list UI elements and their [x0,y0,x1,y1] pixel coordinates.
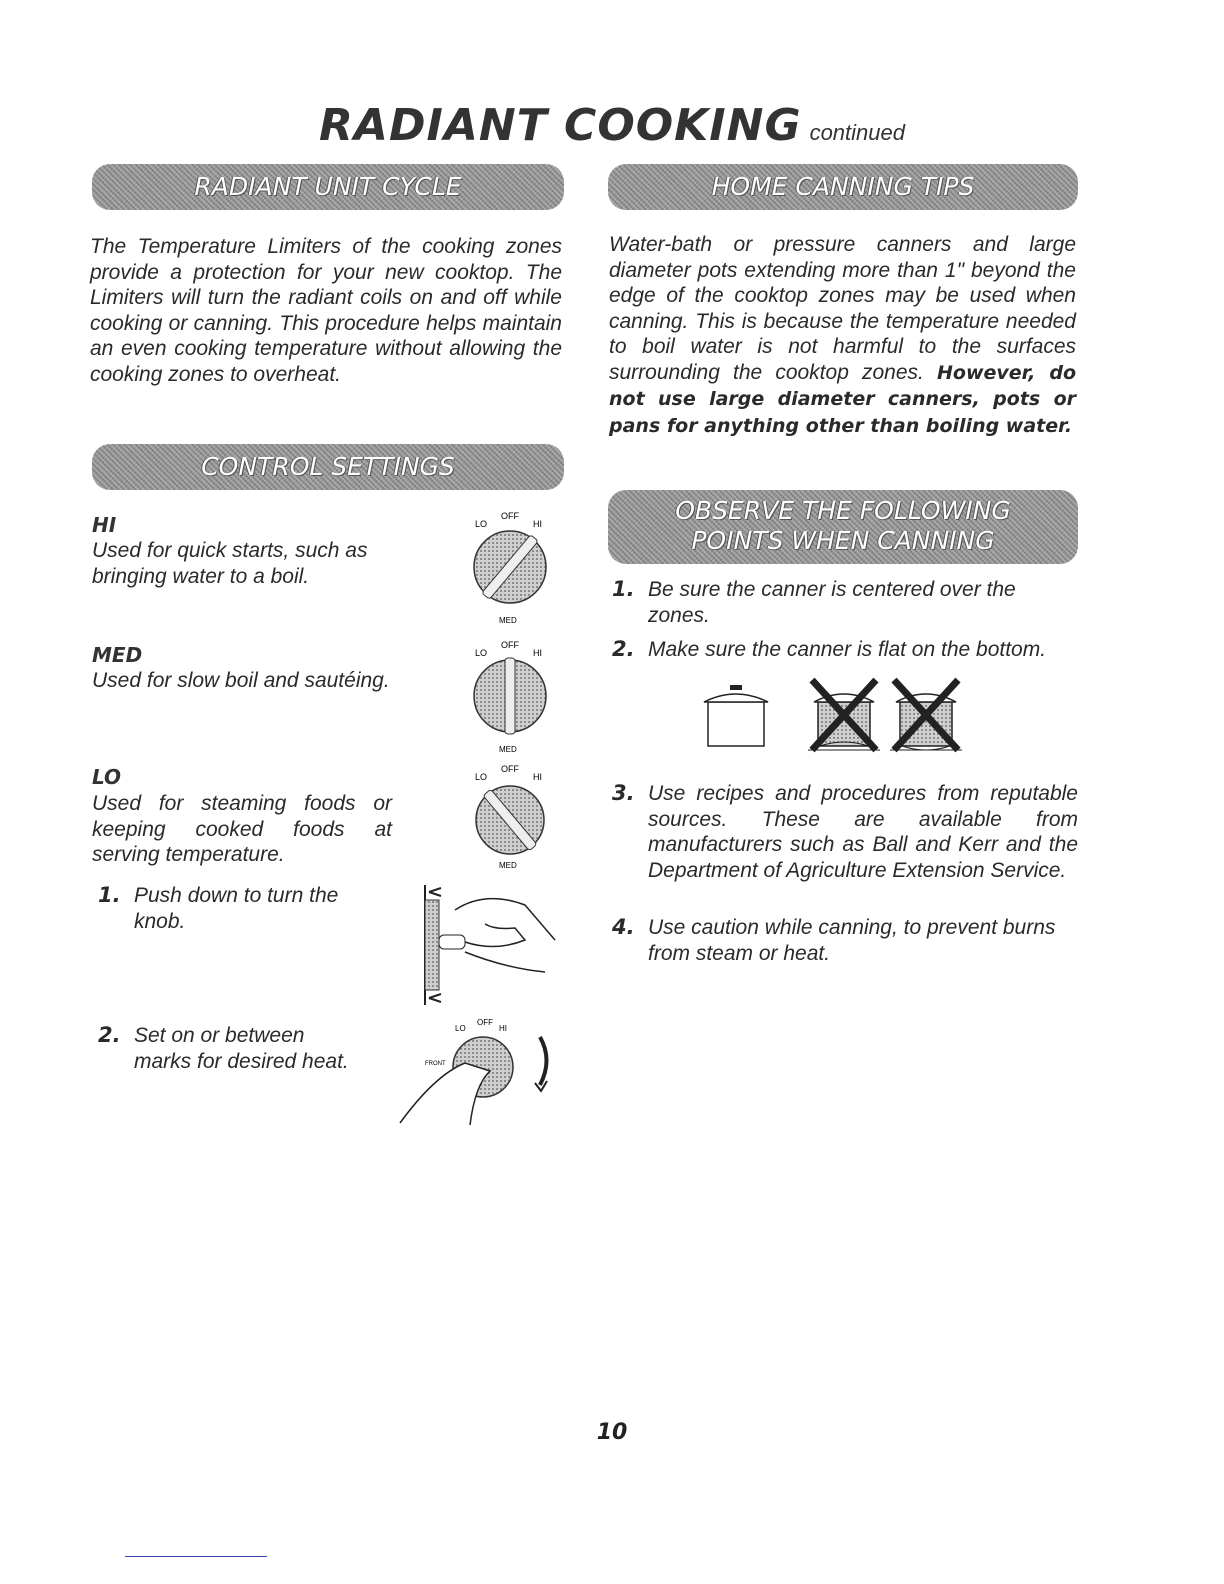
knob-hi-icon [455,505,565,625]
canning-warning: However, do not use large diameter canners, pots or pans for anything other than boiling water. [609,361,1077,437]
setting-lo-text: Used for steaming foods or keeping cooked foods at serving temperature. [92,792,392,866]
banner-label: CONTROL SETTINGS [201,452,455,481]
knob-hi-mark: HI [533,772,542,782]
knob-hi-mark: HI [533,648,542,658]
title-main: RADIANT COOKING [319,100,802,151]
setting-med-text: Used for slow boil and sautéing. [92,669,390,692]
radiant-unit-cycle-text: The Temperature Limiters of the cooking zones provide a protection for your new cooktop. The Limiters will turn the radiant coils on and off while cooking or canning. This procedure helps maintain an even cooking temperature without allowing the cooking zones to overheat. [90,235,562,386]
knob-hi-mark: HI [499,1024,507,1033]
setting-hi-label: HI [92,513,117,537]
canning-point-1 [612,577,1078,629]
point-text: Use caution while canning, to prevent burns from steam or heat. [648,916,1056,965]
banner-label: HOME CANNING TIPS [711,172,975,201]
knob-lo-mark: LO [455,1024,466,1033]
canner-bottom-illustration [700,672,970,754]
step-1 [98,883,388,943]
push-knob-hand-icon [415,880,575,1010]
step-text: Set on or between marks for desired heat. [134,1024,349,1073]
banner-label: RADIANT UNIT CYCLE [194,172,462,201]
step-2 [98,1023,358,1103]
setting-hi-text: Used for quick starts, such as bringing water to a boil. [92,539,368,588]
knob-lo-mark: LO [475,772,488,782]
point-number: 3. [612,781,635,805]
home-canning-tips-text [609,232,1076,439]
setting-med-label: MED [92,643,143,667]
knob-lo-icon [455,760,565,872]
radiant-unit-cycle-banner [92,164,564,210]
control-settings-banner [92,444,564,490]
banner-line-2: POINTS WHEN CANNING [691,526,995,555]
step-number: 2. [98,1023,121,1047]
footer-divider [125,1556,267,1557]
warped-canner-crossed-icon [890,680,962,750]
title-sub: continued [809,120,905,145]
setting-lo-label: LO [92,765,122,789]
flat-canner-icon [704,685,768,746]
page-title [0,100,1224,151]
turn-knob-hand-icon [395,1015,565,1130]
page-number: 10 [596,1420,628,1445]
knob-lo-mark: LO [475,648,488,658]
knob-hi-mark: HI [533,519,542,529]
knob-off-mark: OFF [501,764,519,774]
knob-front-mark: FRONT [425,1061,446,1067]
knob-off-mark: OFF [477,1018,493,1027]
point-text: Be sure the canner is centered over the zones. [648,578,1016,627]
knob-med-mark: MED [499,861,517,870]
knob-lo-mark: LO [475,519,488,529]
canning-body: Water-bath or pressure canners and large diameter pots extending more than 1" beyond the edge of the cooktop zones may be used when canning. This is because the temperature needed to boil water is not harmful to the surfaces surrounding the cooktop zones. [609,233,1076,384]
point-number: 1. [612,577,635,601]
observe-points-banner [608,490,1078,564]
step-number: 1. [98,883,121,907]
point-text: Make sure the canner is flat on the bottom. [648,638,1047,661]
point-number: 4. [612,915,635,939]
canning-point-4 [612,915,1078,967]
point-number: 2. [612,637,635,661]
knob-off-mark: OFF [501,511,519,521]
knob-med-mark: MED [499,616,517,625]
banner-line-1: OBSERVE THE FOLLOWING [675,496,1011,525]
uneven-canner-crossed-icon [808,680,880,750]
knob-off-mark: OFF [501,640,519,650]
home-canning-tips-banner [608,164,1078,210]
knob-med-mark: MED [499,745,517,754]
point-text: Use recipes and procedures from reputable sources. These are available from manufacturers such as Ball and Kerr and the Department of Agriculture Extension Service. [648,782,1078,882]
step-text: Push down to turn the knob. [134,884,339,933]
canning-point-3 [612,781,1078,911]
canning-point-2 [612,637,1078,665]
knob-med-icon [455,636,565,756]
